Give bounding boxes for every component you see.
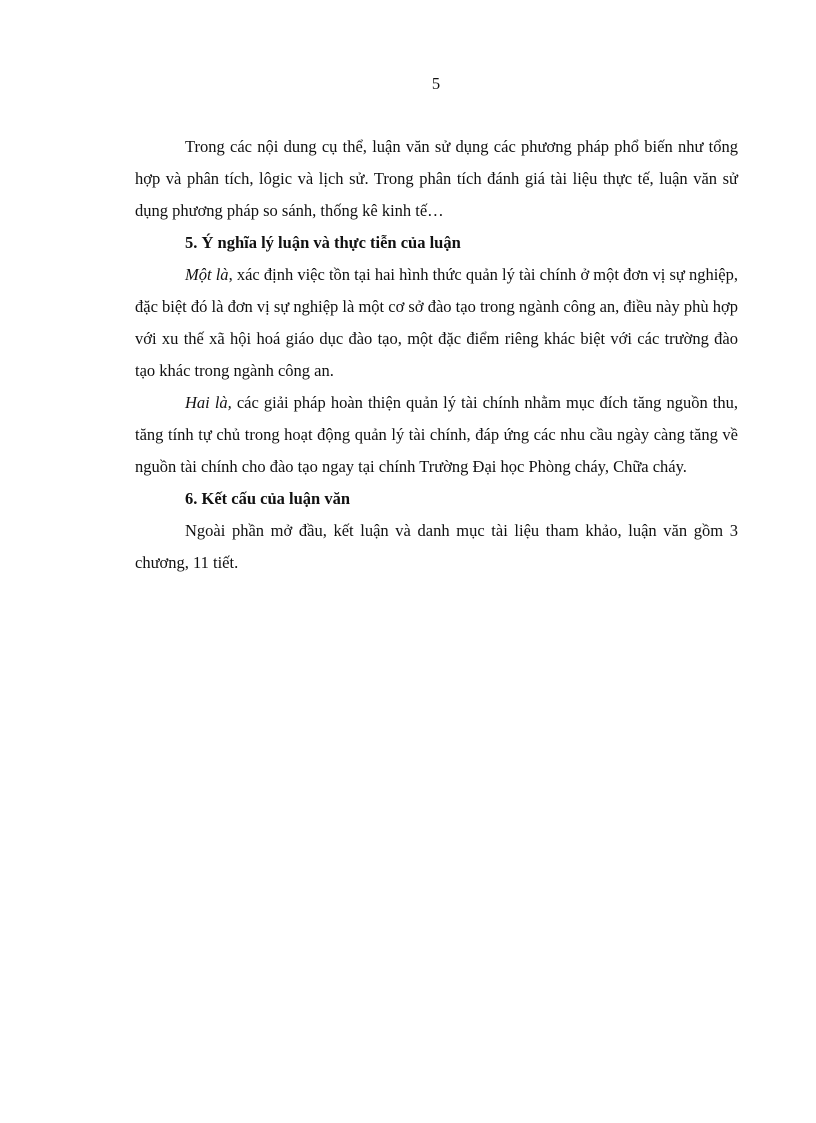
section-heading-5: 5. Ý nghĩa lý luận và thực tiễn của luận [185, 233, 461, 252]
paragraph-lead-italic: Một là [185, 265, 229, 284]
section-heading-6: 6. Kết cấu của luận văn [185, 489, 351, 508]
paragraph-second-point [135, 387, 738, 483]
page-number: 5 [431, 74, 441, 93]
paragraph-text: , xác định việc tồn tại hai hình thức quản lý tài chính ở một đơn vị sự nghiệp, đặc biệt đó là đơn vị sự nghiệp là một cơ sở đào tạo trong ngành công an, điều này phù hợp với xu thế xã hội hoá giáo dục đào tạo, một đặc điểm riêng khác biệt với các trường đào tạo khác trong ngành công an. [135, 265, 738, 380]
paragraph-methods: Trong các nội dung cụ thể, luận văn sử dụng các phương pháp phổ biến như tổng hợp và phân tích, lôgic và lịch sử. Trong phân tích đánh giá tài liệu thực tế, luận văn sử dụng phương pháp so sánh, thống kê kinh tế… [135, 137, 738, 220]
paragraph-text: các giải pháp hoàn thiện quản lý tài chính nhằm mục đích tăng nguồn thu, tăng tính tự chủ trong hoạt động quản lý tài chính, đáp ứng các nhu cầu ngày càng tăng về nguồn tài chính cho đào tạo ngay tại chính Trường Đại học Phòng cháy, Chữa cháy. [135, 393, 738, 476]
paragraph-lead-italic: Hai là, [185, 393, 232, 412]
document-body [135, 131, 738, 579]
paragraph-first-point [135, 259, 738, 387]
paragraph-structure: Ngoài phần mở đầu, kết luận và danh mục tài liệu tham khảo, luận văn gồm 3 chương, 11 tiết. [135, 521, 738, 572]
